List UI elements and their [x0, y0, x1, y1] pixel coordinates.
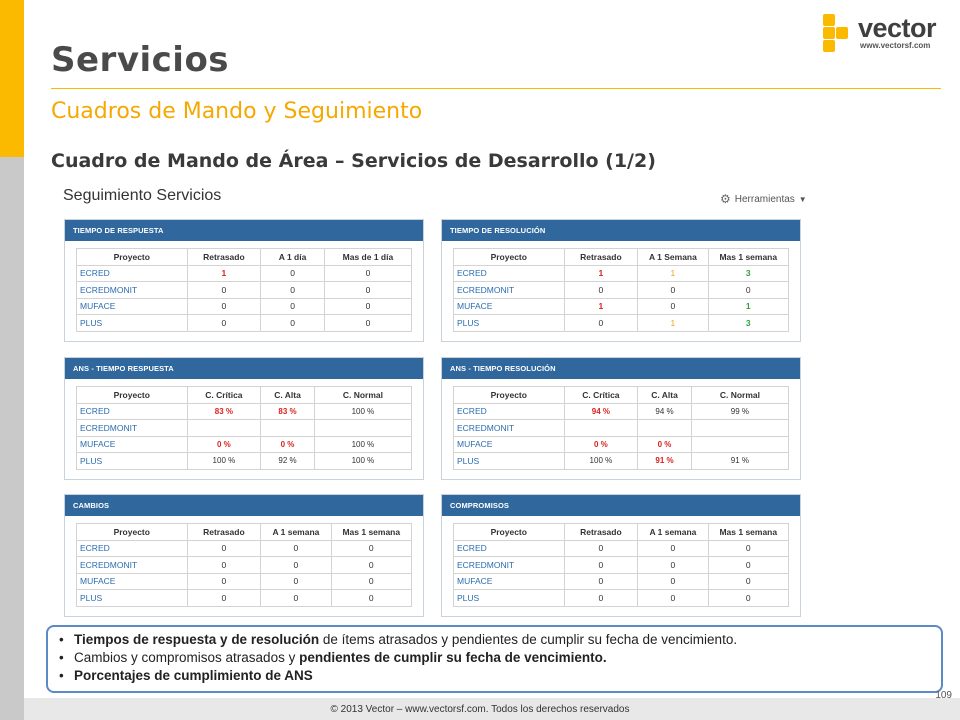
- table-cell: 0: [261, 298, 325, 315]
- table-cell: 0: [324, 282, 411, 299]
- table-cell: 0: [261, 282, 325, 299]
- table-cell: 0: [331, 573, 411, 590]
- table-row: [454, 453, 789, 470]
- project-link[interactable]: MUFACE: [77, 436, 188, 453]
- table-cell: 0: [187, 298, 261, 315]
- panel-cambios: [64, 494, 424, 617]
- left-accent-bar: [0, 0, 24, 157]
- project-link[interactable]: MUFACE: [454, 298, 565, 315]
- column-header: C. Crítica: [564, 387, 638, 404]
- table-row: [454, 436, 789, 453]
- table-cell: 0: [261, 265, 325, 282]
- table-cell: 0: [331, 590, 411, 607]
- project-link[interactable]: MUFACE: [77, 573, 188, 590]
- project-link[interactable]: PLUS: [454, 590, 565, 607]
- column-header: Mas 1 semana: [708, 524, 788, 541]
- table-cell: 100 %: [314, 453, 411, 470]
- project-link[interactable]: ECRED: [454, 265, 565, 282]
- column-header: A 1 semana: [638, 524, 708, 541]
- bullet-item: • Cambios y compromisos atrasados y pendientes de cumplir su fecha de vencimiento.: [58, 649, 941, 667]
- table-row: [454, 420, 789, 437]
- footer-copyright: © 2013 Vector – www.vectorsf.com. Todos los derechos reservados: [330, 704, 630, 715]
- table-cell: 99 %: [691, 403, 788, 420]
- column-header: C. Alta: [638, 387, 692, 404]
- table-row: [77, 282, 412, 299]
- table-cell: 1: [708, 298, 788, 315]
- panel-ans-tiempo-respuesta: [64, 357, 424, 480]
- table-cell: [314, 420, 411, 437]
- table-cell: 91 %: [691, 453, 788, 470]
- table-cell: 0: [708, 557, 788, 574]
- table-row: [77, 590, 412, 607]
- table-cell: 1: [638, 315, 708, 332]
- table-cell: 0: [638, 557, 708, 574]
- bullet-item: • Porcentajes de cumplimiento de ANS: [58, 667, 941, 685]
- table-cell: 100 %: [314, 403, 411, 420]
- table-cell: 0: [261, 573, 331, 590]
- column-header: Proyecto: [454, 524, 565, 541]
- caret-down-icon: ▼: [798, 194, 807, 204]
- column-header: A 1 semana: [261, 524, 331, 541]
- table-cell: 0: [187, 590, 261, 607]
- table-cell: 0: [564, 573, 638, 590]
- table-cell: 0: [564, 590, 638, 607]
- panel-ans-tiempo-resolución: [441, 357, 801, 480]
- table-cell: 0: [638, 298, 708, 315]
- slide-title: Servicios: [51, 40, 230, 80]
- table-cell: 1: [187, 265, 261, 282]
- column-header: A 1 día: [261, 249, 325, 266]
- table-cell: [564, 420, 638, 437]
- page-number: 109: [935, 690, 952, 701]
- table-cell: 83 %: [187, 403, 261, 420]
- vector-logo-icon: [820, 13, 860, 53]
- project-link[interactable]: ECRED: [77, 265, 188, 282]
- table-row: [77, 420, 412, 437]
- table-cell: [638, 420, 692, 437]
- column-header: Retrasado: [564, 249, 638, 266]
- panel-compromisos: [441, 494, 801, 617]
- table-cell: 0: [187, 282, 261, 299]
- table-cell: 0: [187, 315, 261, 332]
- table-row: [77, 265, 412, 282]
- table-cell: 0: [261, 557, 331, 574]
- table-cell: 0: [708, 540, 788, 557]
- bullet-item: • Tiempos de respuesta y de resolución de ítems atrasados y pendientes de cumplir su fecha de vencimiento.: [58, 631, 941, 649]
- column-header: Proyecto: [77, 387, 188, 404]
- project-link[interactable]: PLUS: [77, 453, 188, 470]
- table-cell: 0: [261, 590, 331, 607]
- table-cell: 92 %: [261, 453, 315, 470]
- column-header: C. Crítica: [187, 387, 261, 404]
- table-cell: 0: [324, 315, 411, 332]
- table-row: [77, 540, 412, 557]
- table-cell: 100 %: [314, 436, 411, 453]
- table-row: [77, 436, 412, 453]
- tools-menu-button[interactable]: [720, 192, 807, 206]
- column-header: C. Alta: [261, 387, 315, 404]
- column-header: Retrasado: [187, 249, 261, 266]
- project-link[interactable]: ECREDMONIT: [454, 282, 565, 299]
- data-table: [453, 248, 789, 332]
- table-row: [454, 573, 789, 590]
- table-cell: 0 %: [187, 436, 261, 453]
- panel-title: ANS - TIEMPO RESOLUCIÓN: [442, 358, 800, 379]
- column-header: Retrasado: [187, 524, 261, 541]
- table-cell: 3: [708, 265, 788, 282]
- column-header: Mas 1 semana: [331, 524, 411, 541]
- project-link[interactable]: ECRED: [454, 403, 565, 420]
- table-row: [454, 282, 789, 299]
- column-header: Proyecto: [454, 249, 565, 266]
- project-link[interactable]: ECRED: [77, 403, 188, 420]
- left-grey-bar: [0, 157, 24, 720]
- title-divider: [51, 88, 941, 89]
- table-cell: 0: [331, 540, 411, 557]
- table-cell: 0: [638, 540, 708, 557]
- table-row: [77, 557, 412, 574]
- table-row: [77, 453, 412, 470]
- data-table: [76, 248, 412, 332]
- tools-label: Herramientas: [734, 193, 795, 205]
- column-header: C. Normal: [314, 387, 411, 404]
- table-row: [454, 265, 789, 282]
- table-cell: 0: [187, 573, 261, 590]
- table-cell: 3: [708, 315, 788, 332]
- project-link[interactable]: ECRED: [77, 540, 188, 557]
- column-header: Mas de 1 día: [324, 249, 411, 266]
- table-cell: 0: [708, 573, 788, 590]
- table-row: [454, 590, 789, 607]
- project-link[interactable]: PLUS: [454, 315, 565, 332]
- table-cell: 0: [564, 315, 638, 332]
- column-header: Proyecto: [77, 524, 188, 541]
- column-header: Mas 1 semana: [708, 249, 788, 266]
- table-cell: 0: [331, 557, 411, 574]
- logo-url: www.vectorsf.com: [860, 41, 931, 50]
- table-cell: [261, 420, 315, 437]
- table-cell: 0: [261, 540, 331, 557]
- table-row: [454, 557, 789, 574]
- project-link[interactable]: ECREDMONIT: [77, 282, 188, 299]
- table-cell: 100 %: [187, 453, 261, 470]
- project-link[interactable]: ECREDMONIT: [77, 557, 188, 574]
- table-cell: 0: [638, 573, 708, 590]
- data-table: [76, 386, 412, 470]
- table-cell: 1: [638, 265, 708, 282]
- table-cell: 1: [564, 298, 638, 315]
- table-cell: [691, 436, 788, 453]
- table-row: [454, 298, 789, 315]
- table-cell: 94 %: [564, 403, 638, 420]
- summary-box: [46, 625, 943, 693]
- table-row: [77, 298, 412, 315]
- app-title: Seguimiento Servicios: [63, 187, 222, 204]
- table-cell: 0: [708, 282, 788, 299]
- panel-title: TIEMPO DE RESOLUCIÓN: [442, 220, 800, 241]
- table-row: [77, 315, 412, 332]
- table-row: [77, 403, 412, 420]
- table-row: [77, 573, 412, 590]
- panel-tiempo-de-resolución: [441, 219, 801, 342]
- panel-title: CAMBIOS: [65, 495, 423, 516]
- project-link[interactable]: MUFACE: [454, 573, 565, 590]
- column-header: Retrasado: [564, 524, 638, 541]
- project-link[interactable]: ECRED: [454, 540, 565, 557]
- panel-title: COMPROMISOS: [442, 495, 800, 516]
- table-cell: 0: [638, 590, 708, 607]
- data-table: [76, 523, 412, 607]
- project-link[interactable]: PLUS: [77, 315, 188, 332]
- project-link[interactable]: MUFACE: [454, 436, 565, 453]
- panel-tiempo-de-respuesta: [64, 219, 424, 342]
- panel-title: ANS - TIEMPO RESPUESTA: [65, 358, 423, 379]
- column-header: Proyecto: [77, 249, 188, 266]
- table-row: [454, 403, 789, 420]
- table-cell: 0: [564, 540, 638, 557]
- table-cell: 94 %: [638, 403, 692, 420]
- gear-icon: ⚙: [720, 192, 731, 206]
- table-cell: 0: [708, 590, 788, 607]
- table-cell: 1: [564, 265, 638, 282]
- project-link[interactable]: PLUS: [454, 453, 565, 470]
- project-link[interactable]: ECREDMONIT: [454, 557, 565, 574]
- panel-title: TIEMPO DE RESPUESTA: [65, 220, 423, 241]
- table-cell: 83 %: [261, 403, 315, 420]
- table-cell: 0 %: [638, 436, 692, 453]
- project-link[interactable]: ECREDMONIT: [77, 420, 188, 437]
- table-cell: [691, 420, 788, 437]
- slide-subtitle: Cuadros de Mando y Seguimiento: [51, 99, 423, 124]
- data-table: [453, 386, 789, 470]
- table-cell: [187, 420, 261, 437]
- table-cell: 0: [261, 315, 325, 332]
- table-row: [454, 315, 789, 332]
- table-row: [454, 540, 789, 557]
- table-cell: 0: [324, 265, 411, 282]
- column-header: Proyecto: [454, 387, 565, 404]
- project-link[interactable]: PLUS: [77, 590, 188, 607]
- table-cell: 0: [187, 540, 261, 557]
- data-table: [453, 523, 789, 607]
- column-header: C. Normal: [691, 387, 788, 404]
- table-cell: 0: [564, 282, 638, 299]
- table-cell: 0: [324, 298, 411, 315]
- table-cell: 91 %: [638, 453, 692, 470]
- table-cell: 0: [638, 282, 708, 299]
- table-cell: 100 %: [564, 453, 638, 470]
- table-cell: 0 %: [564, 436, 638, 453]
- project-link[interactable]: MUFACE: [77, 298, 188, 315]
- table-cell: 0 %: [261, 436, 315, 453]
- section-heading: Cuadro de Mando de Área – Servicios de Desarrollo (1/2): [51, 150, 656, 172]
- column-header: A 1 Semana: [638, 249, 708, 266]
- table-cell: 0: [564, 557, 638, 574]
- table-cell: 0: [187, 557, 261, 574]
- logo-wordmark: vector: [858, 13, 937, 43]
- project-link[interactable]: ECREDMONIT: [454, 420, 565, 437]
